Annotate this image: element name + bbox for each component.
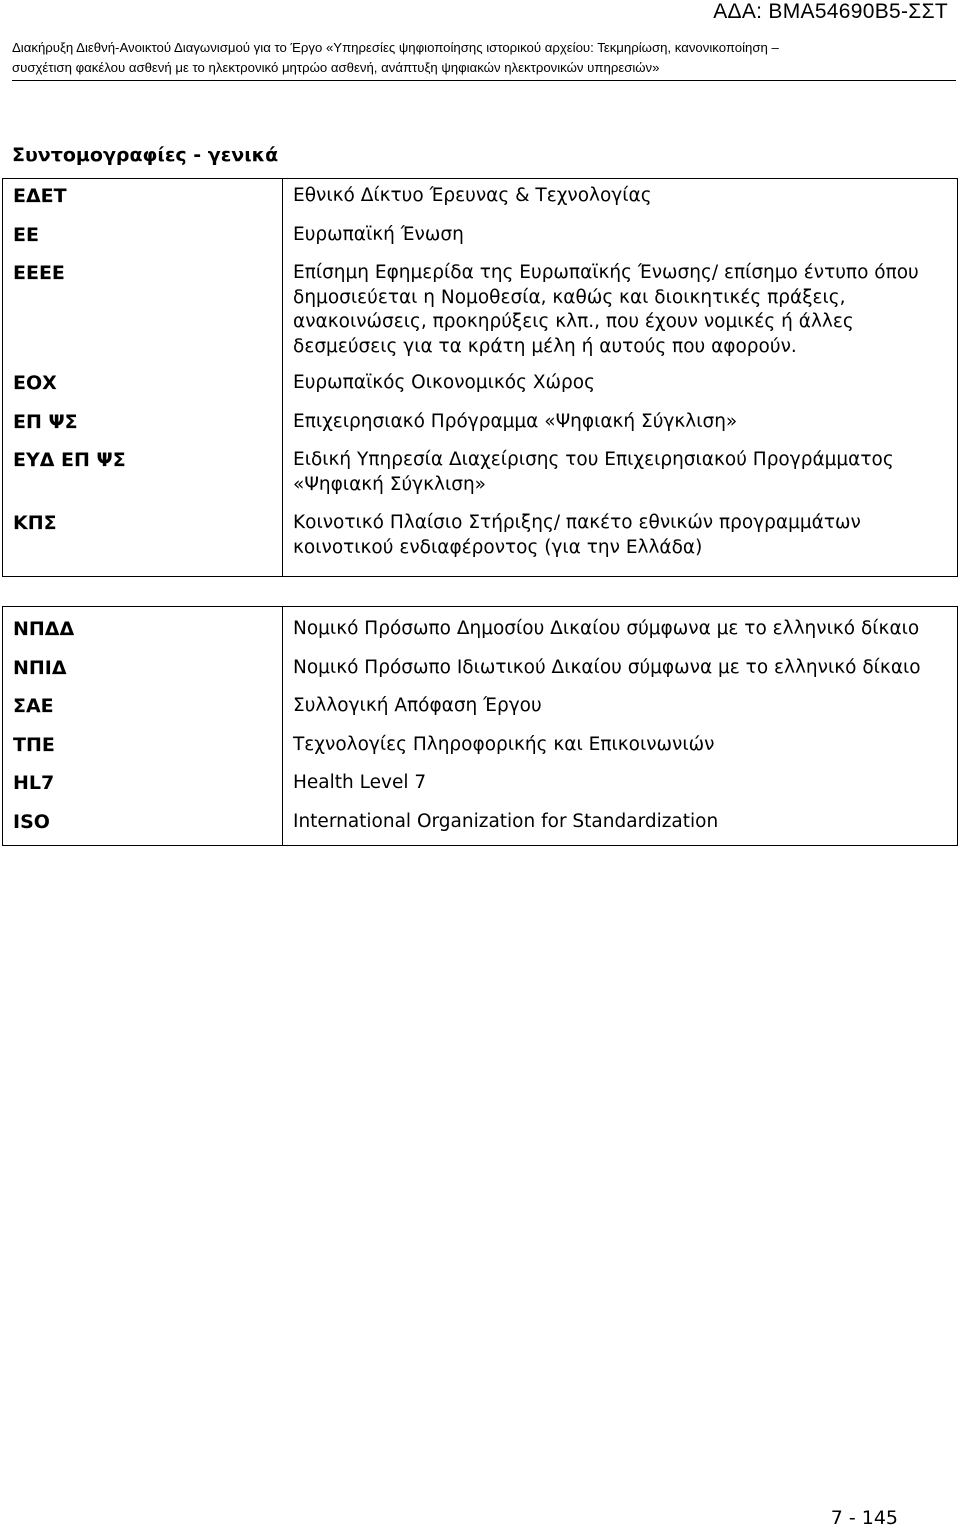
table-row bbox=[3, 771, 957, 796]
abbreviation-term: ΕΟΧ bbox=[13, 372, 57, 394]
abbreviation-definition: Συλλογική Απόφαση Έργου bbox=[293, 695, 542, 716]
abbreviation-term: ΕΥΔ ΕΠ ΨΣ bbox=[13, 449, 126, 471]
page-number: 7 - 145 bbox=[830, 1507, 898, 1529]
table-row bbox=[3, 694, 957, 719]
table-row bbox=[3, 371, 957, 396]
abbreviation-definition: Τεχνολογίες Πληροφορικής και Επικοινωνιών bbox=[293, 733, 715, 755]
table-row bbox=[3, 261, 957, 359]
table-row bbox=[3, 617, 957, 642]
running-header bbox=[12, 38, 952, 78]
abbreviation-term: ΕΕΕΕ bbox=[13, 262, 65, 284]
abbreviation-definition: Κοινοτικό Πλαίσιο Στήριξης/ πακέτο εθνικών προγραμμάτων κοινοτικού ενδιαφέροντος (για την Ελλάδα) bbox=[293, 512, 861, 558]
table-row bbox=[3, 656, 957, 681]
abbreviation-definition: Επιχειρησιακό Πρόγραμμα «Ψηφιακή Σύγκλιση» bbox=[293, 410, 738, 432]
table-row bbox=[3, 184, 957, 209]
abbreviation-term: ΕΠ ΨΣ bbox=[13, 410, 78, 433]
table-row bbox=[3, 448, 957, 497]
abbreviation-definition: Health Level 7 bbox=[293, 772, 427, 793]
abbreviation-definition: Ευρωπαϊκή Ένωση bbox=[293, 223, 464, 245]
abbreviation-term: ΣΑΕ bbox=[13, 695, 54, 717]
abbreviation-term: HL7 bbox=[13, 772, 55, 794]
abbreviation-definition: Νομικό Πρόσωπο Ιδιωτικού Δικαίου σύμφωνα με το ελληνικό δίκαιο bbox=[293, 656, 921, 678]
abbreviation-term: ΤΠΕ bbox=[13, 733, 55, 756]
abbreviation-definition: Νομικό Πρόσωπο Δημοσίου Δικαίου σύμφωνα με το ελληνικό δίκαιο bbox=[293, 618, 920, 639]
abbreviation-term: ISO bbox=[13, 810, 50, 833]
abbreviation-term: ΝΠΔΔ bbox=[13, 618, 75, 640]
abbreviation-definition: Επίσημη Εφημερίδα της Ευρωπαϊκής Ένωσης/ επίσημο έντυπο όπου δημοσιεύεται η Νομοθεσία, καθώς και διοικητικές πράξεις, ανακοινώσεις, προκηρύξεις κλπ., που έχουν νομικές ή άλλες δεσμεύσεις για τα κράτη μέλη ή αυτούς που αφορούν. bbox=[293, 262, 919, 357]
abbreviation-definition: Ειδική Υπηρεσία Διαχείρισης του Επιχειρησιακού Προγράμματος «Ψηφιακή Σύγκλιση» bbox=[293, 449, 894, 495]
header-rule bbox=[12, 80, 956, 81]
table-row bbox=[3, 733, 957, 758]
abbreviations-table-1 bbox=[2, 178, 958, 577]
header-line-2: συσχέτιση φακέλου ασθενή με το ηλεκτρονικό μητρώο ασθενή, ανάπτυξη ψηφιακών ηλεκτρονικών υπηρεσιών» bbox=[12, 60, 660, 75]
abbreviation-term: ΕΔΕΤ bbox=[13, 185, 67, 207]
abbreviation-term: ΕΕ bbox=[13, 223, 39, 246]
abbreviation-definition: Ευρωπαϊκός Οικονομικός Χώρος bbox=[293, 372, 595, 393]
table-row bbox=[3, 223, 957, 248]
section-title: Συντομογραφίες - γενικά bbox=[12, 144, 279, 166]
table-row bbox=[3, 511, 957, 560]
table-row bbox=[3, 810, 957, 835]
abbreviation-term: ΚΠΣ bbox=[13, 512, 57, 534]
table-row bbox=[3, 410, 957, 435]
abbreviation-term: ΝΠΙΔ bbox=[13, 656, 67, 679]
ada-code: ΑΔΑ: ΒΜΑ54690Β5-ΣΣΤ bbox=[713, 0, 948, 23]
abbreviation-definition: International Organization for Standardization bbox=[293, 810, 719, 832]
header-line-1: Διακήρυξη Διεθνή-Ανοικτού Διαγωνισμού για το Έργο «Υπηρεσίες ψηφιοποίησης ιστορικού αρχείου: Τεκμηρίωση, κανονικοποίηση – bbox=[12, 40, 779, 55]
abbreviations-table-2 bbox=[2, 606, 958, 846]
abbreviation-definition: Εθνικό Δίκτυο Έρευνας & Τεχνολογίας bbox=[293, 185, 652, 206]
